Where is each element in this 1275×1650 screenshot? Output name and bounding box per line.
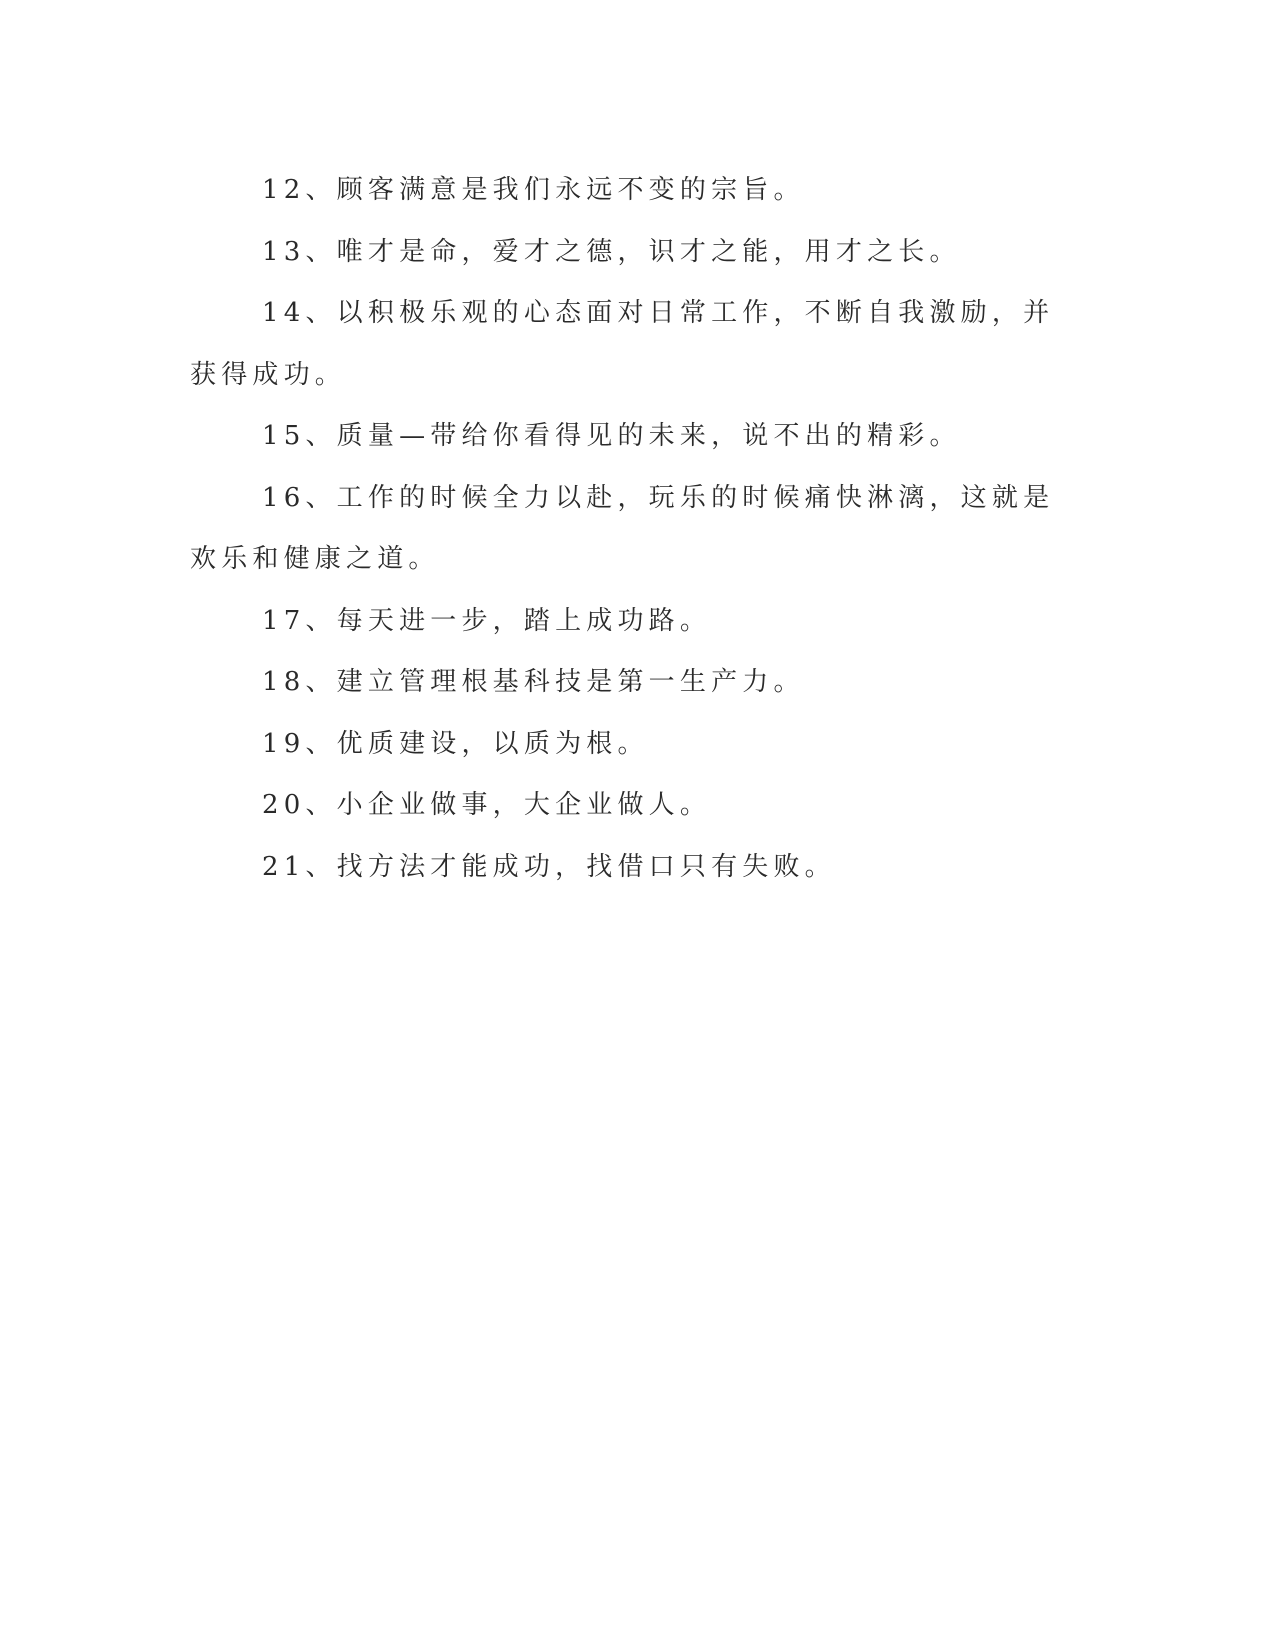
slogan-18: 18、建立管理根基科技是第一生产力。 (262, 667, 805, 697)
slogan-13: 13、唯才是命，爱才之德，识才之能，用才之长。 (262, 236, 961, 267)
slogan-20: 20、小企业做事，大企业做人。 (262, 790, 712, 820)
slogan-17: 17、每天进一步，踏上成功路。 (262, 605, 712, 636)
slogan-19: 19、优质建设，以质为根。 (262, 728, 649, 759)
slogan-21: 21、找方法才能成功，找借口只有失败。 (262, 851, 836, 882)
slogan-15: 15、质量—带给你看得见的未来，说不出的精彩。 (262, 421, 961, 451)
slogan-12: 12、顾客满意是我们永远不变的宗旨。 (262, 175, 805, 205)
slogan-16: 16、工作的时候全力以赴，玩乐的时候痛快淋漓，这就是欢乐和健康之道。 (190, 482, 1055, 574)
slogan-14: 14、以积极乐观的心态面对日常工作，不断自我激励，并获得成功。 (190, 298, 1055, 390)
document-body (190, 160, 1080, 898)
